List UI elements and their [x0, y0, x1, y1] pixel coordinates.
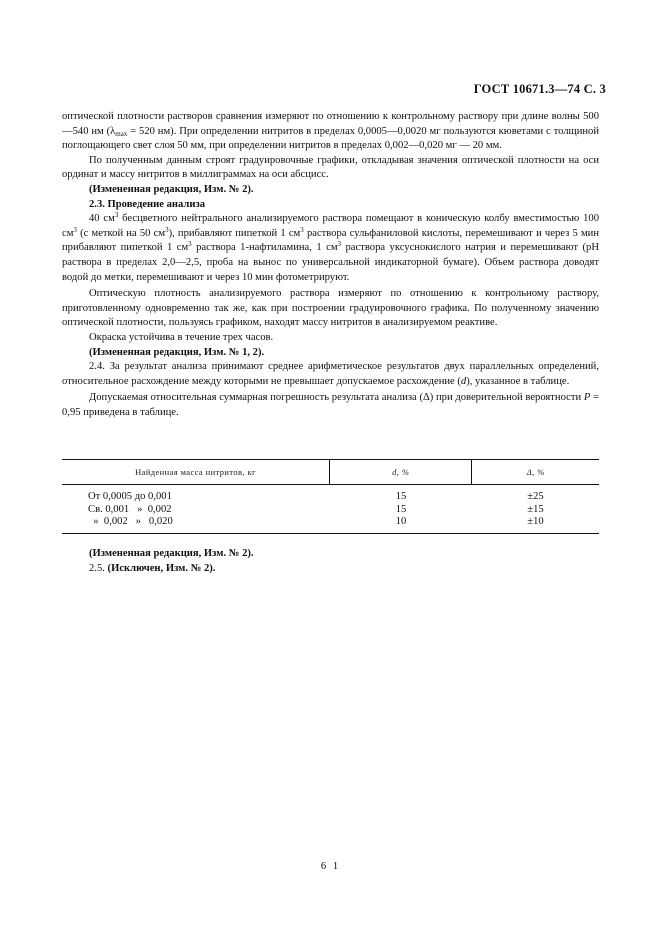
item-text: (Исключен, Изм. № 2).	[107, 562, 216, 574]
cell-mass: От 0,0005 до 0,001	[88, 491, 172, 502]
table-row	[62, 516, 599, 529]
page-number: 6 1	[320, 861, 341, 872]
table-row	[62, 491, 599, 504]
paragraph: 2.3. Проведение анализа	[89, 198, 205, 210]
cell-delta: ±15	[527, 503, 544, 515]
table-header	[62, 459, 599, 485]
table-bottom-rule	[62, 533, 599, 534]
paragraph: Окраска устойчива в течение трех часов.	[89, 331, 274, 343]
after-table-notes	[89, 547, 254, 576]
cell-d: 15	[395, 491, 407, 502]
item-2-5	[89, 562, 254, 577]
header-d: d, %	[329, 460, 471, 484]
paragraph: 40 $см^3$ бесцветного нейтрального анализируемого раствора помещают в коническую колбу вместимостью 100 $см^3$ (с меткой на 50 $см^3$), прибавляют пипеткой 1 $см^3$ раствора сульфаниловой кислоты, перемешивают и через 5 мин прибавляют пипеткой 1 $см^3$ раствора 1-нафтиламина, 1 $см^3$ раствора уксуснокислого натрия и перемешивают (pH раствора в пределах 2,0—2,5, проба на вынос по универсальной индикаторной бумаге). Объем раствора доводят водой до метки, перемешивают и через 10 мин фотометрируют.	[62, 211, 600, 283]
table-body	[62, 485, 599, 529]
paragraph: 2.4. За результат анализа принимают среднее арифметическое результатов двух параллельных определений, относительное расхождение между которыми не превышает допускаемое расхождение (d), указанное в таблице.	[62, 361, 599, 387]
paragraph: оптической плотности растворов сравнения измеряют по отношению к контрольному раствору при длине волны 500—540 нм ($\lambda_{max} = 520$ нм). При определении нитритов в пределах 0,0005—0,0020 мг пользуются кюветами с толщиной поглощающего свет слоя 50 мм, при определении нитритов в пределах 0,002—0,020 мг — 20 мм.	[62, 111, 600, 152]
cell-mass: » 0,002 » 0,020	[88, 516, 173, 527]
cell-delta: ±10	[527, 516, 544, 527]
cell-d: 15	[395, 503, 407, 515]
paragraph: (Измененная редакция, Изм. № 1, 2).	[89, 346, 265, 358]
paragraph: Оптическую плотность анализируемого раствора измеряют по отношению к контрольному раствору, приготовленному одновременно так же, как при построении градуировочного графика. По полученному значению оптической плотности, пользуясь графиком, находят массу нитритов в анализируемом реактиве.	[62, 288, 599, 329]
item-number: 2.5.	[89, 562, 105, 574]
cell-delta: ±25	[527, 491, 544, 502]
error-table	[62, 459, 599, 534]
header-mass: Найденная масса нитритов, кг	[135, 467, 256, 477]
paragraph: Допускаемая относительная суммарная погрешность результата анализа (Δ) при доверительной вероятности P = 0,95 приведена в таблице.	[62, 392, 599, 418]
cell-mass: Св. 0,001 » 0,002	[88, 503, 172, 515]
body-text	[62, 110, 599, 420]
cell-d: 10	[395, 516, 407, 527]
page-header: ГОСТ 10671.3—74 С. 3	[473, 82, 606, 96]
paragraph: (Измененная редакция, Изм. № 2).	[89, 183, 254, 195]
amendment-note: (Измененная редакция, Изм. № 2).	[89, 548, 254, 559]
paragraph: По полученным данным строят градуировочные графики, откладывая значения оптической плотности на оси ординат и массу нитритов в миллиграммах на оси абсцисс.	[62, 154, 599, 181]
table-row	[62, 504, 599, 517]
header-delta: Δ, %	[471, 460, 599, 484]
